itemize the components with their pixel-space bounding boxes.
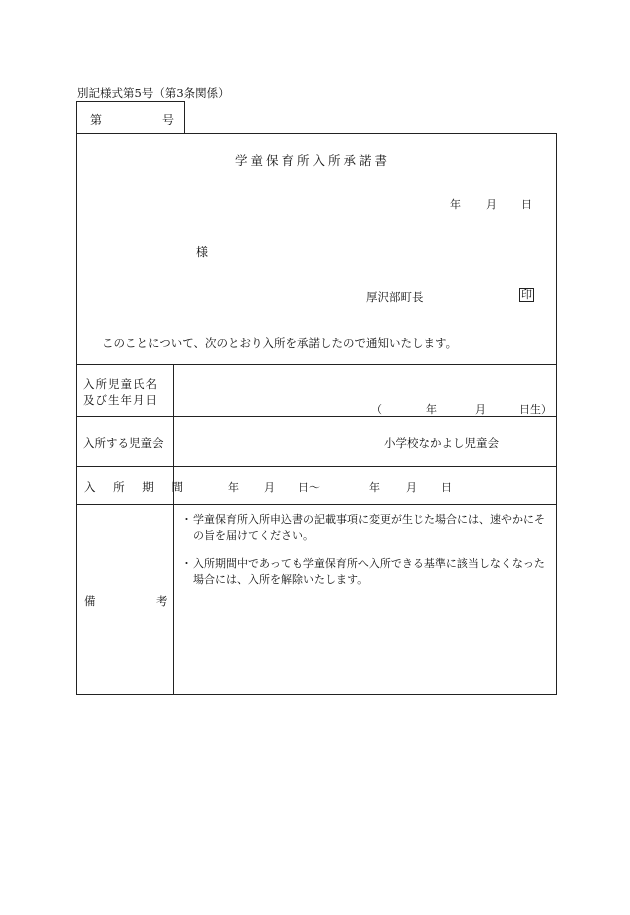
table-top-line (76, 364, 557, 365)
date-month: 月 (486, 198, 497, 211)
period-year-1: 年 (228, 481, 239, 494)
birth-open-paren: （ (371, 403, 382, 416)
table-line-3 (76, 466, 557, 467)
child-name-label-1: 入所児童氏名 (83, 377, 158, 391)
remarks-label-1: 備 (84, 594, 96, 608)
remark-item-2 (181, 556, 553, 588)
form-label: 別記様式第5号（第3条関係） (77, 86, 230, 100)
period-month-2: 月 (406, 481, 417, 494)
period-month-1: 月 (264, 481, 275, 494)
club-label: 入所する児童会 (83, 436, 164, 450)
child-name-label-2: 及び生年月日 (83, 393, 158, 407)
club-value: 小学校なかよし児童会 (384, 436, 499, 450)
period-day-1: 日〜 (298, 481, 320, 494)
document-title: 学童保育所入所承諾書 (235, 153, 391, 168)
remark-bullet: ・ (181, 557, 192, 570)
birth-year: 年 (426, 403, 437, 416)
seal-mark: 印 (521, 288, 532, 301)
period-label: 入 所 期 間 (84, 480, 190, 494)
remark-text: 入所期間中であっても学童保育所へ入所できる基準に該当しなくなった場合には、入所を解除いたします。 (193, 557, 545, 586)
birth-day-close: 日生） (519, 403, 552, 416)
addressee-suffix: 様 (196, 245, 209, 259)
period-day-2: 日 (441, 481, 452, 494)
table-line-4 (76, 504, 557, 505)
notice-text: このことについて、次のとおり入所を承諾したので通知いたします。 (102, 336, 458, 350)
remark-bullet: ・ (181, 513, 192, 526)
birth-month: 月 (475, 403, 486, 416)
period-year-2: 年 (369, 481, 380, 494)
issuer-name: 厚沢部町長 (366, 290, 424, 304)
table-column-divider (173, 364, 174, 695)
remark-text: 学童保育所入所申込書の記載事項に変更が生じた場合には、速やかにその旨を届けてください。 (193, 513, 545, 542)
date-day: 日 (521, 198, 532, 211)
remark-item-1 (181, 512, 553, 544)
date-year: 年 (450, 198, 461, 211)
remarks-label-2: 考 (156, 594, 168, 608)
number-go: 号 (162, 113, 175, 127)
number-dai: 第 (90, 113, 103, 127)
